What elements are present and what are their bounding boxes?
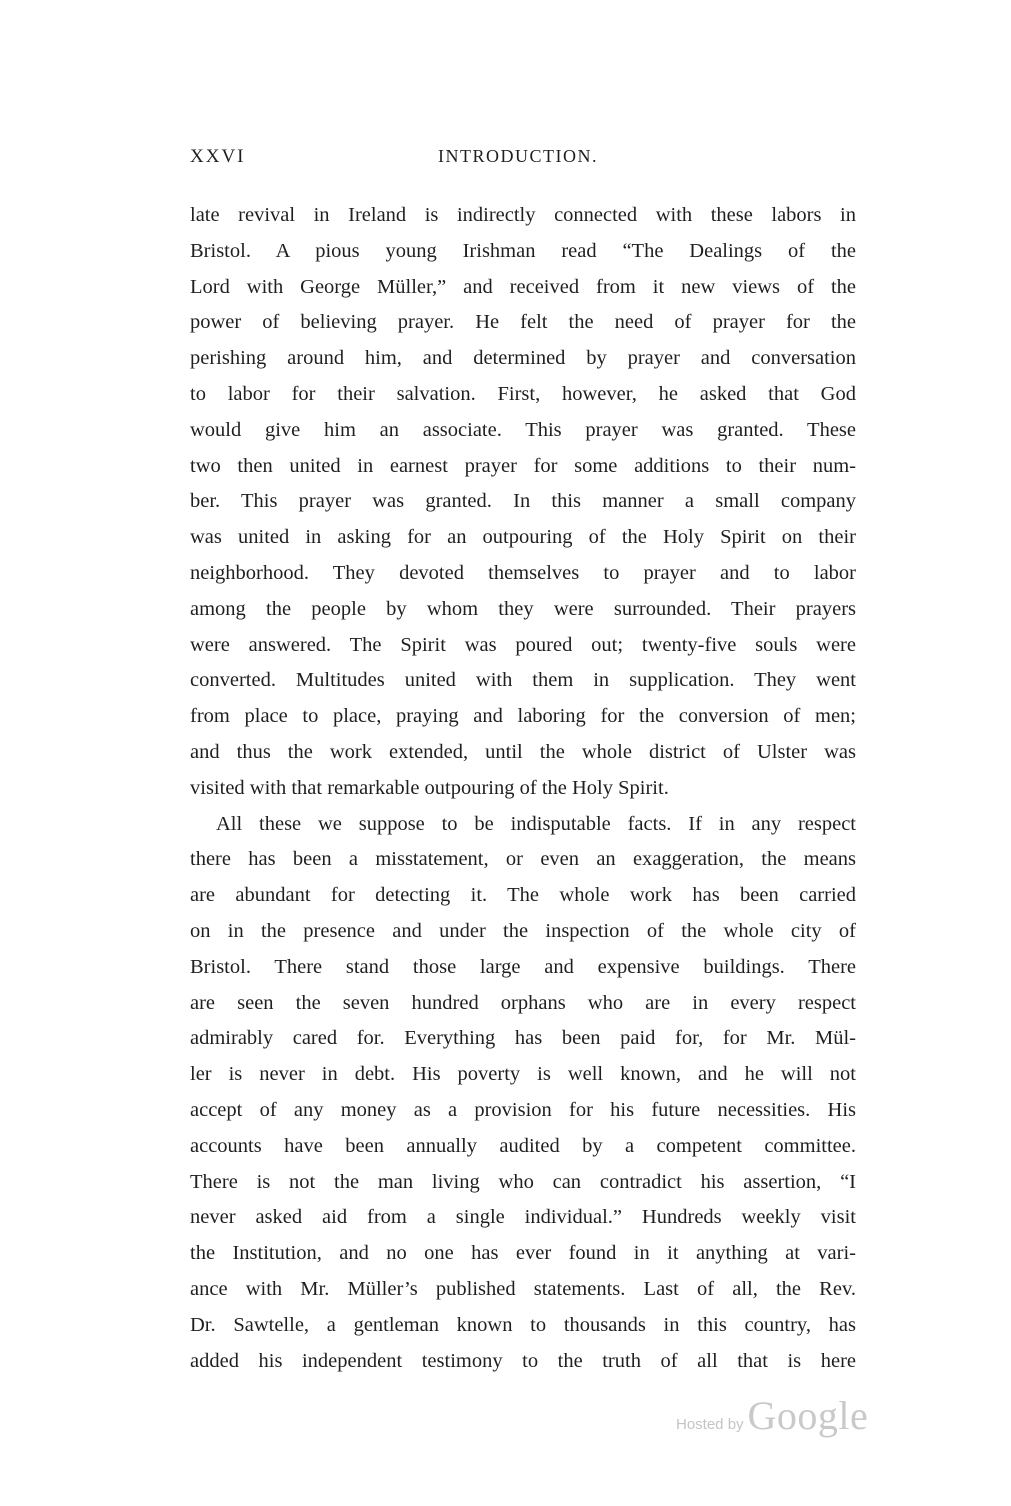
text-line: Bristol. A pious young Irishman read “The Dealings of the [190, 239, 856, 262]
text-line: the Institution, and no one has ever found in it anything at vari- [190, 1242, 856, 1265]
text-line: admirably cared for. Everything has been paid for, for Mr. Mül- [190, 1027, 856, 1050]
text-line: perishing around him, and determined by prayer and conversation [190, 347, 856, 370]
text-line: and thus the work extended, until the whole district of Ulster was [190, 740, 856, 763]
text-line: ance with Mr. Müller’s published statements. Last of all, the Rev. [190, 1277, 856, 1300]
text-line: ber. This prayer was granted. In this manner a small company [190, 490, 856, 513]
text-line: never asked aid from a single individual.” Hundreds weekly visit [190, 1206, 856, 1229]
text-line: added his independent testimony to the truth of all that is here [190, 1349, 856, 1372]
text-line: accounts have been annually audited by a competent committee. [190, 1134, 856, 1157]
running-head [190, 146, 854, 172]
text-line: converted. Multitudes united with them in supplication. They went [190, 669, 856, 692]
text-line: late revival in Ireland is indirectly connected with these labors in [190, 204, 856, 226]
text-line: from place to place, praying and laboring for the conversion of men; [190, 705, 856, 728]
watermark-hosted-by: Hosted by [676, 1416, 744, 1433]
text-line: Dr. Sawtelle, a gentleman known to thousands in this country, has [190, 1313, 856, 1336]
text-line: on in the presence and under the inspection of the whole city of [190, 919, 856, 942]
text-line: There is not the man living who can contradict his assertion, “I [190, 1170, 856, 1193]
text-line: power of believing prayer. He felt the need of prayer for the [190, 311, 856, 334]
body-text [190, 198, 856, 1379]
text-line: are abundant for detecting it. The whole work has been carried [190, 884, 856, 907]
text-line: neighborhood. They devoted themselves to prayer and to labor [190, 561, 856, 584]
text-line: among the people by whom they were surrounded. Their prayers [190, 597, 856, 620]
running-head-title: INTRODUCTION. [438, 146, 598, 166]
text-line: Bristol. There stand those large and expensive buildings. There [190, 955, 856, 978]
text-line: to labor for their salvation. First, however, he asked that God [190, 382, 856, 405]
text-line: accept of any money as a provision for his future necessities. His [190, 1098, 856, 1121]
text-line: there has been a misstatement, or even an exaggeration, the means [190, 848, 856, 871]
text-line: ler is never in debt. His poverty is well known, and he will not [190, 1063, 856, 1086]
text-line: Lord with George Müller,” and received from it new views of the [190, 275, 856, 298]
google-logo: Google [747, 1393, 869, 1438]
text-line: are seen the seven hundred orphans who are in every respect [190, 991, 856, 1014]
paragraph-1 [190, 198, 856, 807]
text-line: were answered. The Spirit was poured out; twenty-five souls were [190, 633, 856, 656]
text-line: would give him an associate. This prayer was granted. These [190, 418, 856, 441]
page-number: XXVI [190, 146, 246, 167]
text-line: visited with that remarkable outpouring of the Holy Spirit. [190, 776, 669, 799]
text-line: All these we suppose to be indisputable facts. If in any respect [216, 812, 856, 835]
hosted-by-google-watermark [676, 1392, 868, 1436]
text-line: two then united in earnest prayer for some additions to their num- [190, 454, 856, 477]
text-line: was united in asking for an outpouring of the Holy Spirit on their [190, 526, 856, 549]
paragraph-2 [190, 807, 856, 1380]
